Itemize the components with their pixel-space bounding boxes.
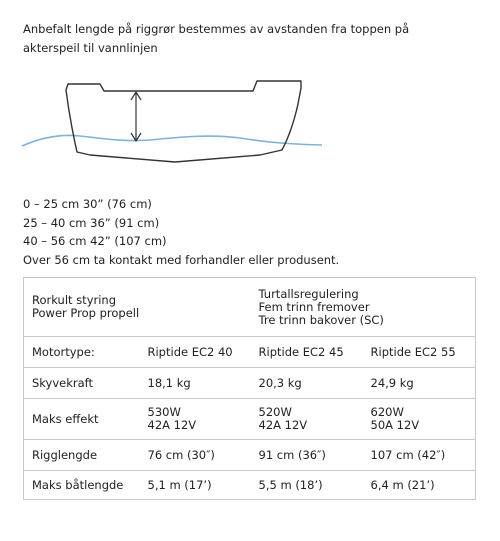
table-cell bbox=[363, 399, 476, 440]
table-cell: 20,3 kg bbox=[251, 368, 363, 399]
table-cell: 6,4 m (21’) bbox=[363, 471, 476, 500]
table-cell: 5,1 m (17’) bbox=[140, 471, 251, 500]
table-cell: Riptide EC2 45 bbox=[251, 337, 363, 368]
cell-line: 530W bbox=[147, 405, 181, 419]
table-cell: 24,9 kg bbox=[363, 368, 476, 399]
intro-line-2: akterspeil til vannlinjen bbox=[23, 41, 158, 55]
length-range-1: 0 – 25 cm 30” (76 cm) bbox=[23, 197, 152, 211]
table-row bbox=[24, 368, 476, 399]
header-right-line-1: Turtallsregulering bbox=[258, 286, 359, 301]
table-cell: 91 cm (36″) bbox=[251, 440, 363, 471]
row-label: Maks effekt bbox=[24, 399, 140, 440]
rig-length-list bbox=[23, 195, 339, 269]
table-cell: 5,5 m (18’) bbox=[251, 471, 363, 500]
table-row bbox=[24, 440, 476, 471]
intro-line-1: Anbefalt lengde på riggrør bestemmes av avstanden fra toppen på bbox=[23, 22, 410, 36]
header-left-cell bbox=[24, 278, 251, 337]
header-right-line-3: Tre trinn bakover (SC) bbox=[258, 312, 384, 327]
table-row bbox=[24, 471, 476, 500]
table-cell: 107 cm (42″) bbox=[363, 440, 476, 471]
row-label: Maks båtlengde bbox=[24, 471, 140, 500]
table-row bbox=[24, 399, 476, 440]
cell-line: 50A 12V bbox=[370, 418, 420, 432]
cell-line: 42A 12V bbox=[258, 418, 308, 432]
header-right-cell bbox=[251, 278, 476, 337]
intro-text bbox=[23, 20, 463, 58]
boat-transom-diagram bbox=[20, 76, 330, 168]
table-row bbox=[24, 337, 476, 368]
specs-table bbox=[23, 277, 476, 500]
length-range-3: 40 – 56 cm 42” (107 cm) bbox=[23, 234, 167, 248]
header-left-line-2: Power Prop propell bbox=[32, 306, 140, 320]
row-label: Skyvekraft bbox=[24, 368, 140, 399]
table-cell: 76 cm (30″) bbox=[140, 440, 251, 471]
length-range-2: 25 – 40 cm 36” (91 cm) bbox=[23, 215, 160, 230]
boat-hull bbox=[66, 81, 301, 162]
table-header-row bbox=[24, 278, 476, 337]
header-left-line-1: Rorkult styring bbox=[32, 293, 117, 307]
length-note: Over 56 cm ta kontakt med forhandler eller produsent. bbox=[23, 252, 340, 267]
row-label: Motortype: bbox=[24, 337, 140, 368]
header-right-line-2: Fem trinn fremover bbox=[258, 299, 370, 314]
table-cell: Riptide EC2 55 bbox=[363, 337, 476, 368]
table-cell: Riptide EC2 40 bbox=[140, 337, 251, 368]
cell-line: 620W bbox=[370, 405, 404, 419]
row-label: Rigglengde bbox=[24, 440, 140, 471]
water-line bbox=[22, 135, 322, 146]
table-cell bbox=[140, 399, 251, 440]
table-cell bbox=[251, 399, 363, 440]
cell-line: 520W bbox=[258, 405, 292, 419]
table-cell: 18,1 kg bbox=[140, 368, 251, 399]
cell-line: 42A 12V bbox=[147, 418, 197, 432]
